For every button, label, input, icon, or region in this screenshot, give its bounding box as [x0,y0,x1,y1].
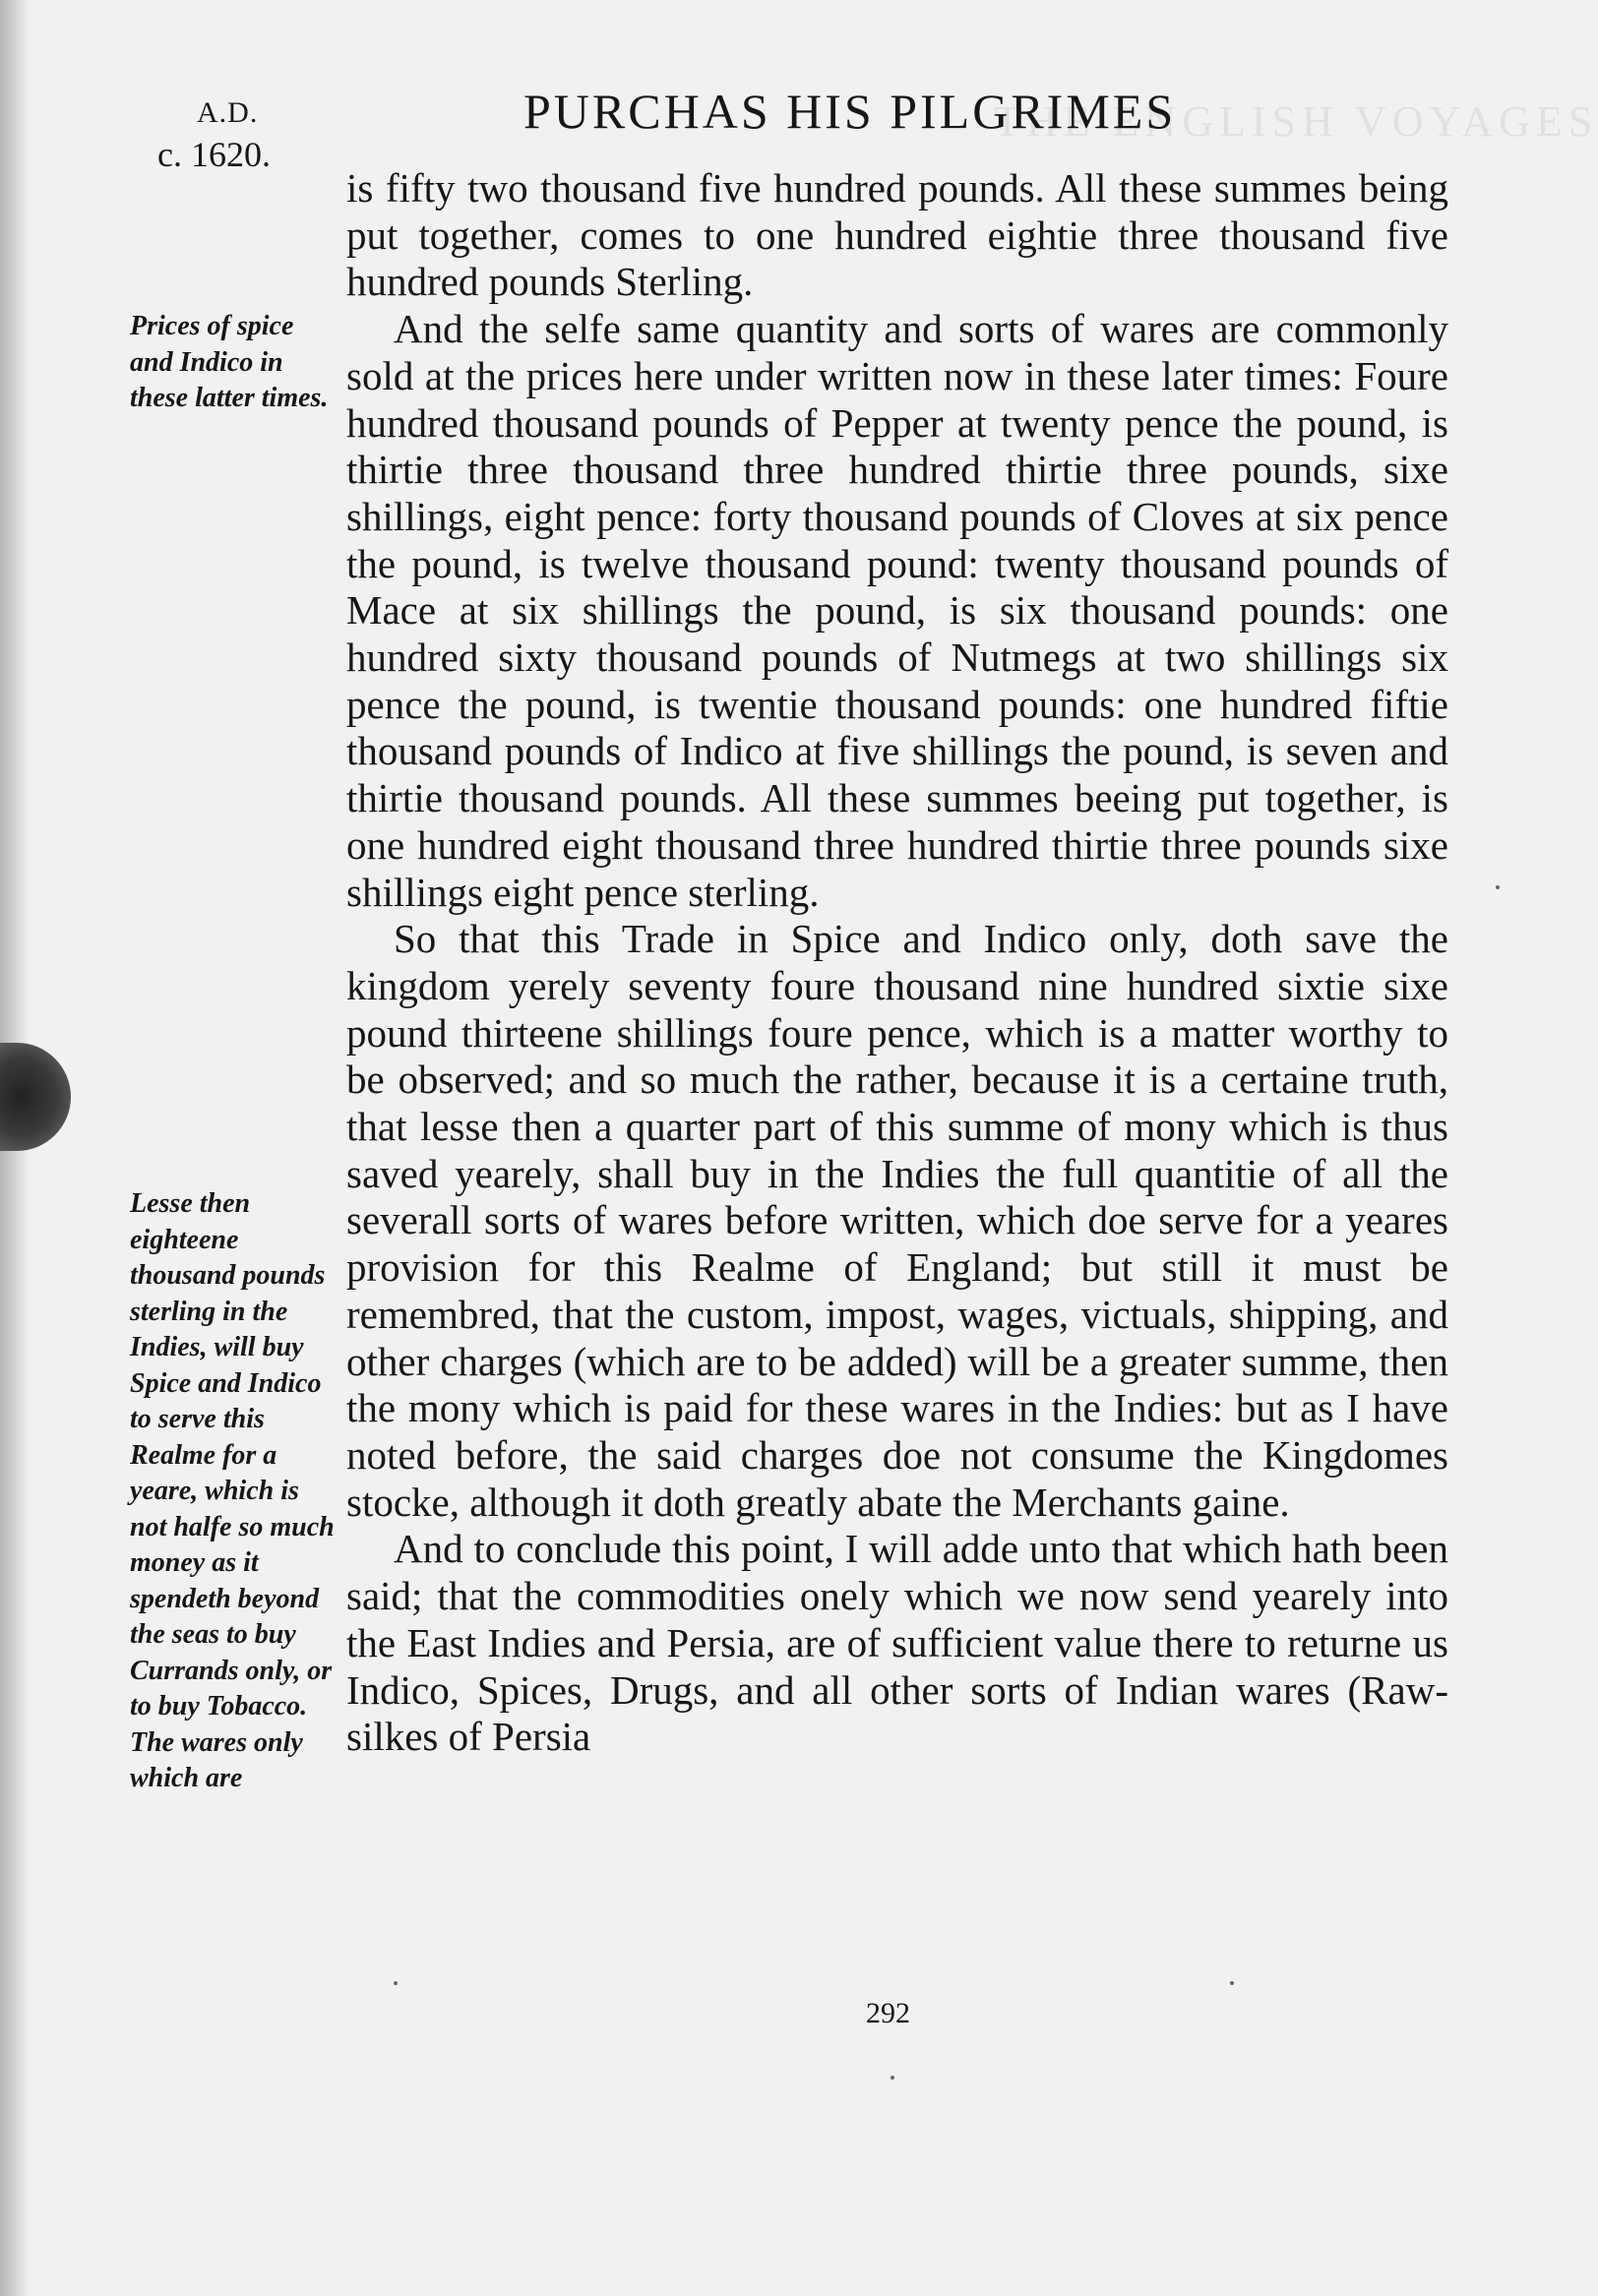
paragraph: is fifty two thousand five hundred pounds. All these summes being put together, comes to one hundred eightie three thousand five hundred pounds Sterling. [346,165,1448,305]
year-era-label: A.D. [197,96,259,129]
thumb-holding-page [0,1043,71,1151]
paragraph: And to conclude this point, I will adde unto that which hath been said; that the commodities onely which we now send yearely into the East Indies and Persia, are of sufficient value there to returne us Indico, Spices, Drugs, and all other sorts of Indian wares (Raw-silkes of Persia [346,1526,1448,1760]
page-title: PURCHAS HIS PILGRIMES [523,84,1177,139]
paragraph: So that this Trade in Spice and Indico only, doth save the kingdom yerely seventy foure thousand nine hundred sixtie sixe pound thirteene shillings foure pence, which is a matter worthy to be observed; and so much the rather, because it is a certaine truth, that lesse then a quarter part of this summe of mony which is thus saved yearely, shall buy in the Indies the full quantitie of all the severall sorts of wares before written, which doe serve for a yeares provision for this Realme of England; but still it must be remembred, that the custom, impost, wages, victuals, shipping, and other charges (which are to be added) will be a greater summe, then the mony which is paid for these wares in the Indies: but as I have noted before, the said charges doe not consume the Kingdomes stocke, although it doth greatly abate the Merchants gaine. [346,916,1448,1525]
speck [1230,1981,1234,1985]
bleedthrough-text: THE ENGLISH VOYAGES [994,97,1598,146]
speck [394,1981,398,1985]
margin-note: Lesse then eighteene thousand pounds sterling in the Indies, will buy Spice and Indico to serve this Realme for a yeare, which is not halfe so much money as it spendeth beyond the seas to buy Currands only, or to buy Tobacco. The wares only which are [130,1188,335,1793]
margin-note: Prices of spice and Indico in these latter times. [130,311,329,413]
page-number: 292 [866,1997,910,2029]
body-text [346,165,1448,1761]
year-label: c. 1620. [157,135,271,174]
speck [1496,885,1500,889]
speck [891,2076,894,2080]
paragraph: And the selfe same quantity and sorts of wares are commonly sold at the prices here under written now in these later times: Foure hundred thousand pounds of Pepper at twenty pence the pound, is thirtie three thousand three hundred thirtie three pounds, sixe shillings, eight pence: forty thousand pounds of Cloves at six pence the pound, is twelve thousand pound: twenty thousand pounds of Mace at six shillings the pound, is six thousand pounds: one hundred sixty thousand pounds of Nutmegs at two shillings six pence the pound, is twentie thousand pounds: one hundred fiftie thousand pounds of Indico at five shillings the pound, is seven and thirtie thousand pounds. All these summes beeing put together, is one hundred eight thousand three hundred thirtie three pounds sixe shillings eight pence sterling. [346,306,1448,915]
running-head [0,77,1598,174]
